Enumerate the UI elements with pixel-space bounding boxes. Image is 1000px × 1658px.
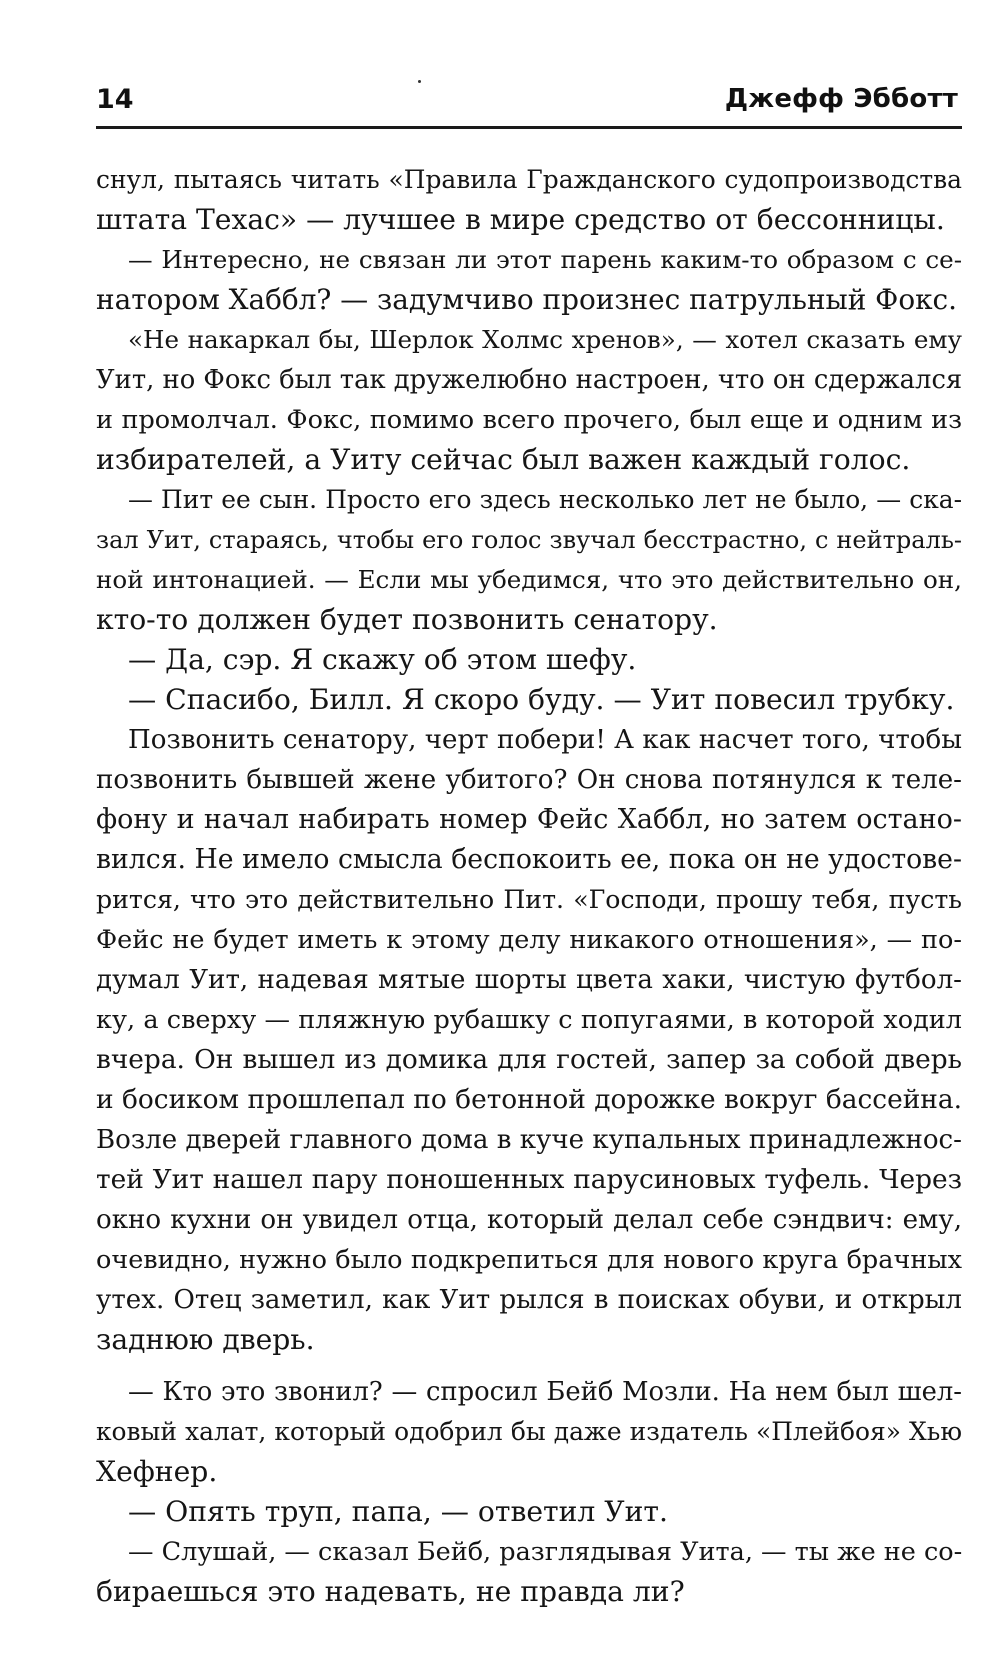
text-line: ковый халат, который одобрил бы даже издатель «Плейбоя» Хью: [96, 1417, 962, 1446]
print-speck: [418, 80, 421, 83]
text-line: бираешься это надевать, не правда ли?: [96, 1575, 685, 1608]
text-line: — Опять труп, папа, — ответил Уит.: [128, 1495, 668, 1528]
text-line: Фейс не будет иметь к этому делу никакого отношения», — по-: [96, 925, 962, 955]
text-line: — Спасибо, Билл. Я скоро буду. — Уит повесил трубку.: [128, 683, 955, 716]
text-line: — Интересно, не связан ли этот парень каким-то образом с се-: [128, 245, 962, 274]
text-line: — Слушай, — сказал Бейб, разглядывая Уита, — ты же не со-: [128, 1537, 963, 1567]
text-line: вчера. Он вышел из домика для гостей, запер за собой дверь: [96, 1044, 962, 1075]
text-line: натором Хаббл? — задумчиво произнес патрульный Фокс.: [96, 283, 958, 316]
text-line: ной интонацией. — Если мы убедимся, что это действительно он,: [96, 565, 962, 594]
body-text: [96, 160, 962, 1612]
text-line: — Кто это звонил? — спросил Бейб Мозли. На нем был шел-: [128, 1377, 962, 1407]
text-line: кто-то должен будет позвонить сенатору.: [96, 603, 718, 636]
header-rule: [96, 126, 962, 129]
text-line: «Не накаркал бы, Шерлок Холмс хренов», — хотел сказать ему: [128, 325, 962, 354]
text-line: — Пит ее сын. Просто его здесь несколько лет не было, — ска-: [128, 485, 962, 514]
text-line: ку, а сверху — пляжную рубашку с попугаями, в которой ходил: [96, 1005, 962, 1035]
text-line: зал Уит, стараясь, чтобы его голос звучал бесстрастно, с нейтраль-: [96, 526, 962, 554]
text-line: вился. Не имело смысла беспокоить ее, пока он не удостове-: [96, 844, 962, 875]
page-header: [96, 78, 958, 128]
text-line: рится, что это действительно Пит. «Господи, прошу тебя, пусть: [96, 885, 962, 914]
text-line: позвонить бывшей жене убитого? Он снова потянулся к теле-: [96, 765, 962, 795]
text-line: штата Техас» — лучшее в мире средство от бессонницы.: [96, 203, 945, 236]
text-line: очевидно, нужно было подкрепиться для нового круга брачных: [96, 1245, 962, 1275]
text-line: Позвонить сенатору, черт побери! А как насчет того, чтобы: [128, 725, 962, 755]
text-line: окно кухни он увидел отца, который делал себе сэндвич: ему,: [96, 1205, 962, 1235]
text-line: фону и начал набирать номер Фейс Хаббл, но затем остано-: [96, 804, 962, 835]
running-head-author: Джефф Эбботт: [724, 84, 958, 114]
text-line: снул, пытаясь читать «Правила Гражданского судопроизводства: [96, 165, 962, 194]
text-line: Возле дверей главного дома в куче купальных принадлежнос-: [96, 1125, 962, 1155]
text-line: утех. Отец заметил, как Уит рылся в поисках обуви, и открыл: [96, 1285, 962, 1315]
text-line: — Да, сэр. Я скажу об этом шефу.: [128, 643, 637, 676]
text-line: и босиком прошлепал по бетонной дорожке вокруг бассейна.: [96, 1084, 962, 1115]
text-line: Хефнер.: [96, 1455, 218, 1488]
text-line: думал Уит, надевая мятые шорты цвета хаки, чистую футбол-: [96, 965, 962, 995]
text-line: избирателей, а Уиту сейчас был важен каждый голос.: [96, 443, 911, 476]
text-line: и промолчал. Фокс, помимо всего прочего, был еще и одним из: [96, 405, 962, 435]
page-number: 14: [96, 84, 134, 115]
text-line: заднюю дверь.: [96, 1323, 315, 1356]
text-line: тей Уит нашел пару поношенных парусиновых туфель. Через: [96, 1164, 962, 1195]
text-line: Уит, но Фокс был так дружелюбно настроен, что он сдержался: [96, 365, 963, 395]
